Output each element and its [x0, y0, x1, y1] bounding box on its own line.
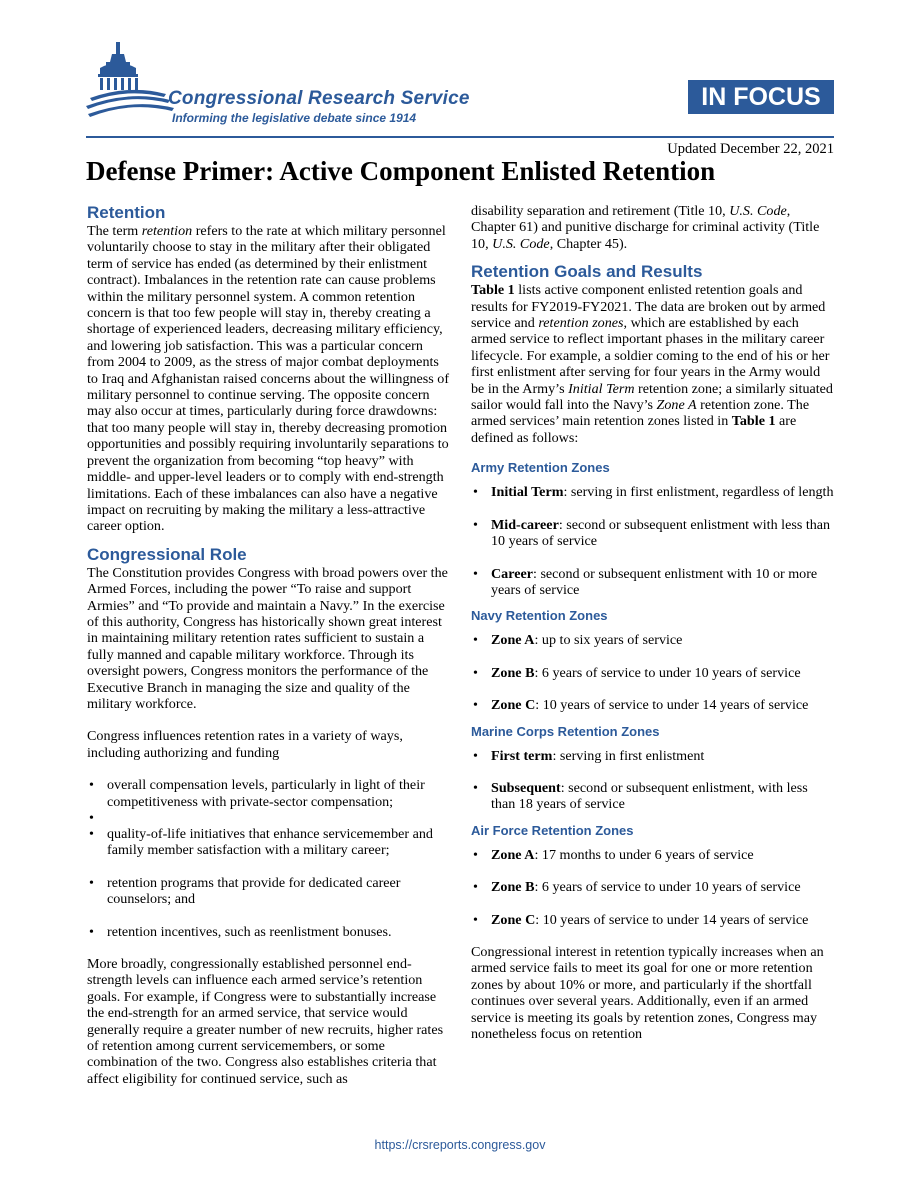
page-title: Defense Primer: Active Component Enlisted Retention — [86, 156, 716, 186]
list-item: • Zone A: up to six years of service — [471, 632, 835, 648]
retention-goals-paragraph: Table 1 lists active component enlisted retention goals and results for FY2019-FY2021. The data are broken out by armed service and retention zones, which are established by each armed service to reflect important phases in the military career lifecycle. For example, a soldier coming to the end of his or her first enlistment after serving for four years in the Army would be in the Army’s Initial Term retention zone; a similarly situated sailor would fall into the Navy’s Zone A retention zone. The armed services’ main retention zones listed in Table 1 are defined as follows: — [471, 282, 833, 446]
table-reference: Table 1 — [471, 282, 515, 299]
list-item: • overall compensation levels, particularly in light of their competitiveness with private-sector compensation; — [87, 777, 451, 810]
list-item: • First term: serving in first enlistment — [471, 748, 835, 764]
air-force-zones-list — [471, 847, 835, 863]
right-column — [471, 203, 835, 1042]
army-zones-heading: Army Retention Zones — [471, 460, 610, 476]
retention-paragraph: The term retention refers to the rate at which military personnel voluntarily choose to stay in the military after their obligated term of service has ended (as determined by their enlistment contract). Imbalances in the retention rate can cause problems within the military personnel system. A common retention concern is that too few people will stay in, thereby creating a shortage of experienced leaders, decreasing military efficiency, and lowering job satisfaction. This was a particular concern from 2004 to 2009, as the stress of major combat deployments to Iraq and Afghanistan raised concerns about the willingness of military personnel to continue serving. The opposite concern may also occur at times, particularly during force drawdowns: that too many people will stay in, thereby decreasing promotion opportunities and possibly requiring involuntarily separations to prevent the organization from becoming “top heavy” with middle- and upper-level leaders or to comply with end-strength limitations. Each of these imbalances can also have a negative impact on recruiting by making the military a less-attractive career option. — [87, 223, 450, 535]
header-rule — [86, 136, 834, 138]
left-column — [87, 203, 451, 1087]
list-item: • Mid-career: second or subsequent enlistment with less than 10 years of service — [471, 517, 835, 550]
list-item: • Zone A: 17 months to under 6 years of service — [471, 847, 835, 863]
navy-zones-list — [471, 632, 835, 648]
funding-list-2 — [87, 826, 451, 859]
congressional-role-paragraph-3: More broadly, congressionally established personnel end-strength levels can influence each armed service’s retention goals. For example, if Congress were to substantially increase the end-strength for an armed service, that service would generally require a greater number of new recruits, higher rates of retention among current servicemembers, or some combination of the two. Congress also establishes criteria that affect eligibility for continued service, such as — [87, 956, 444, 1087]
retention-heading: Retention — [87, 203, 166, 222]
marine-zones-heading: Marine Corps Retention Zones — [471, 723, 660, 739]
in-focus-badge: IN FOCUS — [688, 80, 834, 114]
congressional-role-paragraph-2: Congress influences retention rates in a variety of ways, including authorizing and funding — [87, 728, 403, 761]
list-item: • Initial Term: serving in first enlistment, regardless of length — [471, 484, 835, 500]
navy-zones-heading: Navy Retention Zones — [471, 608, 608, 624]
list-item: • Subsequent: second or subsequent enlistment, with less than 18 years of service — [471, 780, 835, 813]
army-zones-list — [471, 484, 835, 500]
list-item: • Zone C: 10 years of service to under 14 years of service — [471, 697, 835, 713]
list-item: • quality-of-life initiatives that enhance servicemember and family member satisfaction with a military career; — [87, 826, 451, 859]
list-item: • Zone B: 6 years of service to under 10 years of service — [471, 665, 835, 681]
retention-goals-heading: Retention Goals and Results — [471, 262, 703, 282]
eligibility-continuation: disability separation and retirement (Title 10, U.S. Code, Chapter 61) and punitive discharge for criminal activity (Title 10, U.S. Code, Chapter 45). — [471, 203, 820, 252]
updated-date: Updated December 22, 2021 — [667, 141, 834, 157]
list-item: • Zone B: 6 years of service to under 10 years of service — [471, 879, 835, 895]
list-item: • Career: second or subsequent enlistment with 10 or more years of service — [471, 566, 835, 599]
funding-list — [87, 777, 451, 826]
table-reference: Table 1 — [731, 413, 776, 430]
list-item: • retention programs that provide for dedicated career counselors; and — [87, 875, 451, 908]
org-tagline: Informing the legislative debate since 1914 — [172, 111, 417, 125]
list-item: • retention incentives, such as reenlistment bonuses. — [87, 924, 451, 940]
org-name: Congressional Research Service — [168, 88, 470, 109]
air-force-zones-heading: Air Force Retention Zones — [471, 822, 634, 838]
congressional-role-heading: Congressional Role — [87, 544, 247, 564]
closing-paragraph: Congressional interest in retention typically increases when an armed service fails to meet its goal for one or more retention zones by about 10% or more, and particularly if the shortfall continues over several years. Additionally, even if an armed service is meeting its goals by retention zones, Congress may nonetheless focus on retention — [471, 943, 824, 1042]
marine-zones-list — [471, 748, 835, 764]
congressional-role-paragraph-1: The Constitution provides Congress with broad powers over the Armed Forces, including the power “To raise and support Armies” and “To provide and maintain a Navy.” In the exercise of this authority, Congress has historically shown great interest in maintaining military retention rates sufficient to sustain a fully manned and capable military workforce. Through its oversight powers, Congress monitors the performance of the Executive Branch in managing the size and quality of the military workforce. — [87, 564, 448, 712]
list-item: • Zone C: 10 years of service to under 14 years of service — [471, 912, 835, 928]
footer-link[interactable]: https://crsreports.congress.gov — [374, 1138, 546, 1152]
